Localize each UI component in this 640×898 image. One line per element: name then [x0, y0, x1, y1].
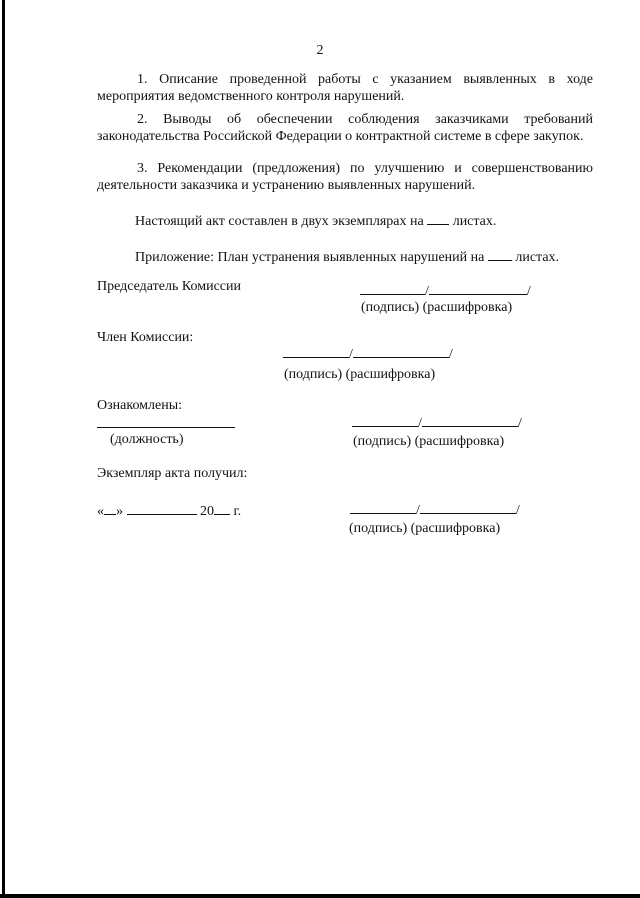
signature-caption: (подпись) (расшифровка): [353, 434, 505, 449]
slash: /: [416, 503, 420, 518]
copies-line-suffix: листах.: [452, 214, 497, 229]
slash: /: [349, 347, 353, 362]
date-line: [97, 502, 241, 520]
acquainted-signature-line: [352, 414, 522, 432]
received-label: Экземпляр акта получил:: [97, 466, 248, 481]
item-3: [97, 160, 593, 194]
page-number: 2: [316, 43, 324, 58]
appendix-count-blank[interactable]: [488, 248, 512, 261]
acquainted-signature-blank[interactable]: [352, 414, 418, 427]
member-signature-blank[interactable]: [283, 345, 349, 358]
appendix-line-text: Приложение: План устранения выявленных нарушений на: [135, 250, 485, 265]
item-1: [97, 71, 593, 105]
slash: /: [425, 284, 429, 299]
item-2: [97, 111, 593, 145]
copies-line: [135, 212, 496, 230]
item-1-text: 1. Описание проведенной работы с указанием выявленных в ходе мероприятия ведомственного контроля нарушений.: [97, 72, 593, 104]
appendix-line: [135, 248, 559, 266]
date-year-prefix: 20: [200, 504, 214, 519]
appendix-line-suffix: листах.: [515, 250, 560, 265]
item-3-text: 3. Рекомендации (предложения) по улучшению и совершенствованию деятельности заказчика и устранению выявленных нарушений.: [97, 161, 593, 193]
slash: /: [517, 416, 522, 431]
slash: /: [418, 416, 422, 431]
position-caption: (должность): [110, 432, 184, 447]
date-open-quote: «: [97, 504, 104, 519]
acquainted-label: Ознакомлены:: [97, 398, 183, 413]
page-bottom-edge: [0, 894, 640, 898]
signature-caption: (подпись) (расшифровка): [361, 300, 513, 315]
member-signature-line: [283, 345, 453, 363]
chairman-signature-line: [360, 282, 531, 300]
received-signature-line: [350, 501, 520, 519]
position-blank[interactable]: [97, 415, 235, 428]
chairman-signature-blank[interactable]: [360, 282, 425, 295]
slash: /: [448, 347, 453, 362]
chairman-label: Председатель Комиссии: [97, 279, 241, 294]
slash: /: [515, 503, 520, 518]
acquainted-name-blank[interactable]: [422, 414, 518, 427]
item-2-text: 2. Выводы об обеспечении соблюдения заказчиками требований законодательства Российской Федерации о контрактной системе в сфере закупок.: [97, 112, 593, 144]
date-year-blank[interactable]: [214, 502, 230, 515]
received-name-blank[interactable]: [420, 501, 516, 514]
date-year-suffix: г.: [233, 504, 242, 519]
signature-caption: (подпись) (расшифровка): [349, 521, 501, 536]
copies-count-blank[interactable]: [427, 212, 449, 225]
chairman-name-blank[interactable]: [429, 282, 527, 295]
date-month-blank[interactable]: [127, 502, 197, 515]
slash: /: [526, 284, 531, 299]
date-close-quote: »: [116, 504, 123, 519]
copies-line-text: Настоящий акт составлен в двух экземплярах на: [135, 214, 424, 229]
received-signature-blank[interactable]: [350, 501, 416, 514]
page-left-edge: [2, 0, 5, 898]
signature-caption: (подпись) (расшифровка): [284, 367, 436, 382]
member-label: Член Комиссии:: [97, 330, 194, 345]
date-day-blank[interactable]: [104, 502, 116, 515]
member-name-blank[interactable]: [353, 345, 449, 358]
